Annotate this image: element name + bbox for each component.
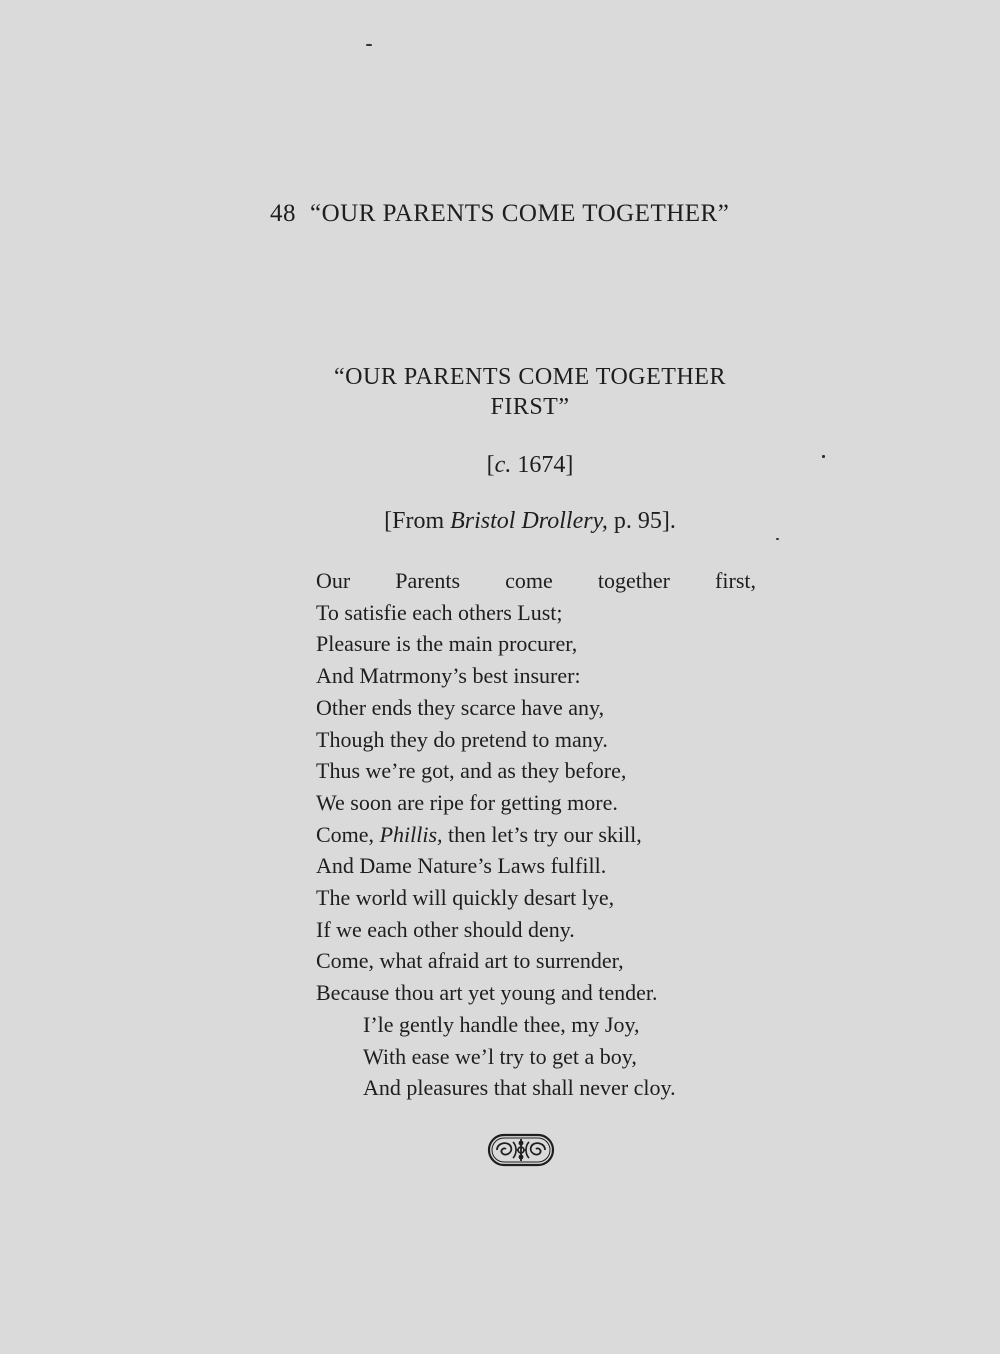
poem-line-indented: With ease we’l try to get a boy, — [363, 1043, 637, 1069]
poem-line: Our Parents come together first, — [316, 568, 756, 593]
source-work-title: Bristol Drollery, — [450, 508, 608, 534]
poem-line-phillis — [316, 819, 756, 851]
phillis-name: Phillis, — [379, 821, 443, 847]
running-title: “OUR PARENTS COME TOGETHER” — [310, 200, 730, 227]
date-year: 1674] — [517, 452, 574, 478]
paper-speck — [366, 44, 372, 46]
phillis-line-before: Come, — [316, 821, 375, 847]
poem-line: Though they do pretend to many. — [316, 726, 608, 752]
poem-line: Because thou art yet young and tender. — [316, 980, 658, 1006]
poem-source — [280, 508, 780, 535]
poem-line: And Matrmony’s best insurer: — [316, 663, 581, 689]
source-page: p. 95]. — [613, 508, 676, 534]
poem-title-line-1: “OUR PARENTS COME TOGETHER — [334, 364, 726, 390]
paper-speck — [776, 538, 779, 540]
running-head — [270, 200, 729, 228]
poem-line-indented: I’le gently handle thee, my Joy, — [363, 1011, 640, 1037]
poem-body — [316, 565, 756, 1104]
phillis-line-after: then let’s try our skill, — [448, 821, 642, 847]
poem-line: To satisfie each others Lust; — [316, 599, 563, 625]
date-bracket: [ — [486, 452, 495, 478]
source-prefix: [From — [384, 508, 445, 534]
poem-line-indented: And pleasures that shall never cloy. — [363, 1075, 676, 1101]
poem-line: Thus we’re got, and as they before, — [316, 758, 627, 784]
poem-title — [280, 362, 780, 422]
floral-ornament-icon — [487, 1132, 555, 1168]
date-circa: c. — [494, 452, 512, 478]
poem-line: Pleasure is the main procurer, — [316, 631, 578, 657]
paper-speck — [822, 455, 825, 458]
poem-line: If we each other should deny. — [316, 916, 575, 942]
poem-line: The world will quickly desart lye, — [316, 885, 615, 911]
page-number: 48 — [270, 200, 296, 227]
poem-line: Come, what afraid art to surrender, — [316, 948, 624, 974]
poem-line: And Dame Nature’s Laws fulfill. — [316, 853, 607, 879]
poem-title-line-2: FIRST” — [490, 394, 570, 420]
poem-line: We soon are ripe for getting more. — [316, 789, 618, 815]
poem-date — [280, 452, 780, 479]
poem-line: Other ends they scarce have any, — [316, 694, 605, 720]
